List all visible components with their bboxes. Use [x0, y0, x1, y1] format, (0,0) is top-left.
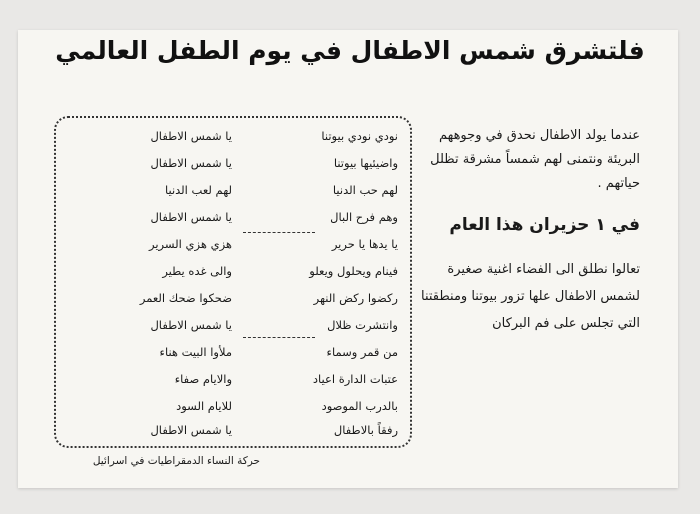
- poem-refrain: ضحكوا ضحك العمر: [139, 291, 232, 305]
- poem-line: [56, 151, 410, 175]
- poem-refrain: والايام صفاء: [174, 372, 232, 386]
- intro-paragraph: عندما يولد الاطفال نحدق في وجوههم البريئة ونتمنى لهم شمساً مشرقة تظلل حياتهم .: [430, 128, 640, 191]
- poem-refrain: هزي هزي السرير: [149, 237, 232, 251]
- poem-line: [56, 205, 410, 229]
- poem-box: [54, 116, 412, 448]
- poem-refrain: يا شمس الاطفال: [150, 156, 232, 170]
- poem-refrain: يا شمس الاطفال: [150, 129, 232, 143]
- date-heading: في ١ حزيران هذا العام: [449, 215, 640, 235]
- poem-refrain: لهم لعب الدنيا: [164, 183, 232, 197]
- organization-signature: حركة النساء الدمقراطيات في اسرائيل: [92, 455, 260, 467]
- poem-verse: لهم حب الدنيا: [332, 183, 398, 197]
- poem-verse: رفقاً بالاطفال: [333, 423, 398, 437]
- poem-refrain: والى غده يطير: [162, 264, 232, 278]
- poem-refrain: ملأوا البيت هناء: [159, 345, 232, 359]
- poem-verse: عتبات الدارة اعياد: [312, 372, 398, 386]
- poem-verse: وانتشرت ظلال: [327, 318, 398, 332]
- poem-refrain: يا شمس الاطفال: [150, 423, 232, 437]
- poem-line: [56, 394, 410, 418]
- poem-line: [56, 286, 410, 310]
- poem-verse: يا يدها يا حرير: [331, 237, 398, 251]
- poem-verse: وهم فرح البال: [330, 210, 398, 224]
- poem-verse: نودي نودي بيوتنا: [321, 129, 398, 143]
- invitation-paragraph: تعالوا نطلق الى الفضاء اغنية صغيرة لشمس الاطفال علها تزور بيوتنا ومنطقتنا التي تجلس على فم البركان: [421, 262, 640, 331]
- poem-refrain: يا شمس الاطفال: [150, 210, 232, 224]
- poem-verse: فينام ويحلول ويعلو: [309, 264, 398, 278]
- leaflet-title: فلتشرق شمس الاطفال في يوم الطفل العالمي: [55, 36, 645, 65]
- poem-line: [56, 313, 410, 337]
- stanza-separator: [243, 337, 315, 338]
- poem-line: [56, 232, 410, 256]
- poem-refrain: للايام السود: [176, 399, 232, 413]
- poem-verse: من قمر وسماء: [326, 345, 398, 359]
- poem-line: [56, 418, 410, 442]
- poem-refrain: يا شمس الاطفال: [150, 318, 232, 332]
- poem-line: [56, 259, 410, 283]
- poem-verse: ركضوا ركض النهر: [313, 291, 398, 305]
- poem-line: [56, 367, 410, 391]
- poem-verse: بالدرب الموصود: [321, 399, 398, 413]
- right-column: [420, 124, 640, 337]
- poem-verse: واضيئيها بيوتنا: [333, 156, 398, 170]
- poem-line: [56, 178, 410, 202]
- poem-line: [56, 340, 410, 364]
- poem-line: [56, 124, 410, 148]
